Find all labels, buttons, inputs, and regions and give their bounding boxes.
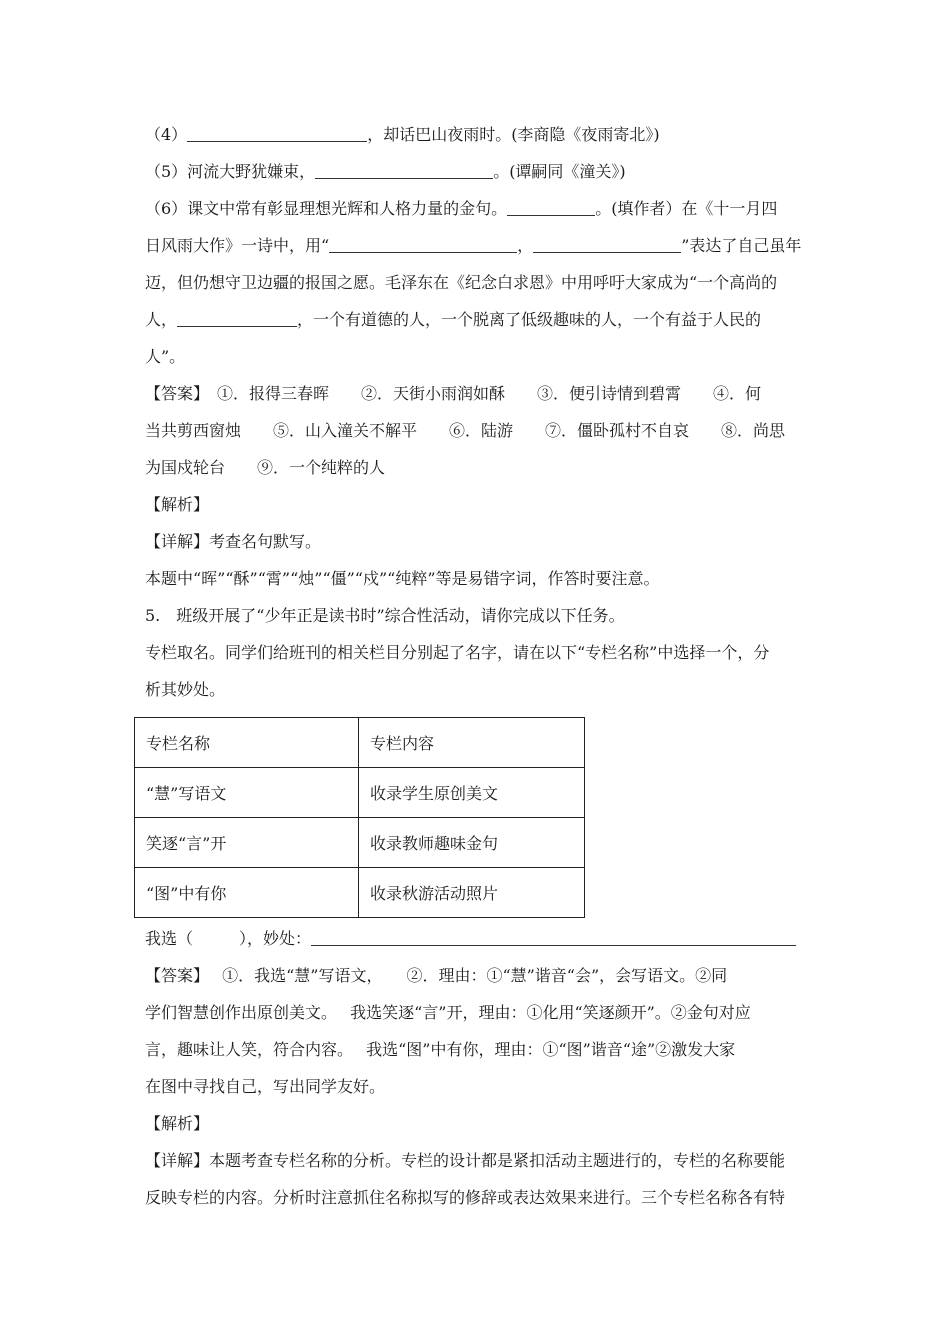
q4-label: （4） xyxy=(145,125,188,144)
answer-2-line-2: 学们智慧创作出原创美文。 我选笑逐“言”开，理由：①化用“笑逐颜开”。②金句对应 xyxy=(145,1003,751,1022)
question-4-line xyxy=(145,116,805,153)
q6-l2-text-c: ”表达了自己虽年 xyxy=(681,236,802,255)
header-column-name: 专栏名称 xyxy=(135,718,359,768)
q4-blank xyxy=(187,123,367,142)
document-page xyxy=(145,116,805,1216)
table-header-row xyxy=(135,718,585,768)
column-table xyxy=(134,717,585,918)
q6-blank-3 xyxy=(177,308,297,327)
table-cell: 笑逐“言”开 xyxy=(135,818,359,868)
header-column-content: 专栏内容 xyxy=(359,718,585,768)
q6-l2-text-a: 日风雨大作》一诗中，用“ xyxy=(145,236,330,255)
detail-2-line-1: 【详解】本题考查专栏名称的分析。专栏的设计都是紧扣活动主题进行的，专栏的名称要能 xyxy=(145,1151,786,1170)
question-6-line-2 xyxy=(145,227,805,264)
table-cell: 收录秋游活动照片 xyxy=(359,868,585,918)
table-cell: “慧”写语文 xyxy=(135,768,359,818)
answer-1-line-3: 为国戍轮台 ⑨．一个纯粹的人 xyxy=(145,458,386,477)
question-6-line-4 xyxy=(145,301,805,338)
question-6-line-1 xyxy=(145,190,805,227)
answer-1-line-1: 【答案】 ①．报得三春晖 ②．天街小雨润如酥 ③．便引诗情到碧霄 ④．何 xyxy=(145,384,762,403)
answer-2-line-1: 【答案】 ①．我选“慧”写语文， ②．理由：①“慧”谐音“会”，会写语文。②同 xyxy=(145,966,728,985)
question-5-line xyxy=(145,153,805,190)
q6-l4-text-a: 人， xyxy=(145,310,178,329)
question-6-line-5: 人”。 xyxy=(145,347,186,366)
q6-blank-2 xyxy=(533,234,681,253)
q6-text-a: （6）课文中常有彰显理想光辉和人格力量的金句。 xyxy=(145,199,508,218)
q6-author-blank xyxy=(507,197,595,216)
detail-1: 【详解】考查名句默写。 xyxy=(145,532,322,551)
choose-text-a: 我选（ xyxy=(145,929,194,948)
q5-blank xyxy=(315,160,493,179)
q5-text-post: 。(谭嗣同《潼关》) xyxy=(493,162,626,181)
note-1: 本题中“晖”“酥”“霄”“烛”“僵”“戍”“纯粹”等是易错字词，作答时要注意。 xyxy=(145,569,660,588)
table-cell: “图”中有你 xyxy=(135,868,359,918)
q6-l4-text-b: ，一个有道德的人，一个脱离了低级趣味的人，一个有益于人民的 xyxy=(297,310,762,329)
table-cell: 收录学生原创美文 xyxy=(359,768,585,818)
answer-1-line-2: 当共剪西窗烛 ⑤．山入潼关不解平 ⑥．陆游 ⑦．僵卧孤村不自哀 ⑧．尚思 xyxy=(145,421,786,440)
task-line-2: 析其妙处。 xyxy=(145,680,226,699)
analysis-1-heading: 【解析】 xyxy=(145,495,210,514)
question-6-line-3: 迈，但仍想守卫边疆的报国之愿。毛泽东在《纪念白求恩》中用呼吁大家成为“一个高尚的 xyxy=(145,273,778,292)
answer-2-line-3: 言，趣味让人笑，符合内容。 我选“图”中有你，理由：①“图”谐音“途”②激发大家 xyxy=(145,1040,736,1059)
question-5-title: 5. 班级开展了“少年正是读书时”综合性活动，请你完成以下任务。 xyxy=(145,606,625,625)
answer-2-line-4: 在图中寻找自己，写出同学友好。 xyxy=(145,1077,386,1096)
q6-l2-comma: ， xyxy=(517,236,534,255)
q4-text: ，却话巴山夜雨时。(李商隐《夜雨寄北》) xyxy=(367,125,660,144)
table-cell: 收录教师趣味金句 xyxy=(359,818,585,868)
choose-text-b: ），妙处： xyxy=(239,929,312,948)
table-row xyxy=(135,818,585,868)
q5-text-pre: （5）河流大野犹嫌束， xyxy=(145,162,316,181)
table-row xyxy=(135,868,585,918)
task-line-1: 专栏取名。同学们给班刊的相关栏目分别起了名字，请在以下“专栏名称”中选择一个，分 xyxy=(145,643,770,662)
choose-blank xyxy=(311,927,796,946)
detail-2-line-2: 反映专栏的内容。分析时注意抓住名称拟写的修辞或表达效果来进行。三个专栏名称各有特 xyxy=(145,1188,786,1207)
q6-text-b: 。(填作者）在《十一月四 xyxy=(595,199,778,218)
analysis-2-heading: 【解析】 xyxy=(145,1114,210,1133)
choose-line xyxy=(145,920,805,957)
table-row xyxy=(135,768,585,818)
q6-blank-1 xyxy=(329,234,517,253)
